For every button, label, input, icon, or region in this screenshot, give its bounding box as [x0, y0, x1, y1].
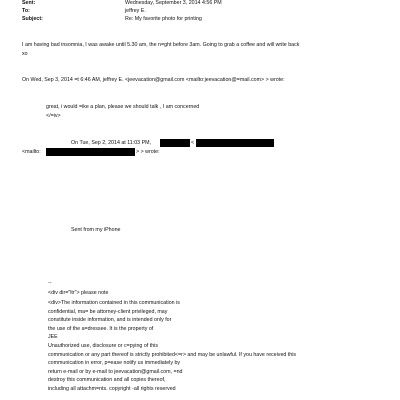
disclaimer-line: destroy this communication and all copies thereof, [48, 377, 166, 384]
disclaimer-line: JEE [48, 334, 58, 341]
subject-value: Re: My favorite photo for printing [125, 16, 202, 22]
quote1-intro: On Wed, Sep 3, 2014 =t 6:46 AM, jeffrey E. <jeevacation@gmail.com <mailto:jeevacation@=mail.com> > wrote: [22, 77, 285, 83]
reply-line-2: xo [22, 51, 28, 57]
to-value: jeffrey E. [125, 8, 146, 14]
div-line: <div dir="ltr"> please note [48, 290, 109, 296]
disclaimer-line: constitute inside information, and is intended only for [48, 317, 172, 324]
sent-from-signature: Sent from my iPhone [71, 227, 121, 233]
disclaimer-line: confidential, ma= be attorney-client privileged, may [48, 308, 168, 315]
quote1-line-1: great, i would =ike a plan, please we should talk , I am concerned [46, 104, 200, 110]
quote2-wrote: > > wrote: [136, 149, 160, 155]
to-label: To: [22, 8, 30, 14]
quote2-intro-lt: < [191, 140, 195, 146]
quote2-mailto: <mailto: [22, 149, 41, 155]
disclaimer-line: communication in error, p=ease notify us immediately by [48, 360, 181, 367]
disclaimer-line: the use of the a=dressee. It is the property of [48, 325, 154, 332]
sent-value: Wednesday, September 3, 2014 4:56 PM [125, 0, 222, 6]
disclaimer-line: including all attachm=nts. copyright -all rights reserved [48, 385, 176, 392]
sent-label: Sent: [22, 0, 36, 6]
redaction-block [46, 148, 135, 156]
disclaimer-block [48, 299, 296, 394]
disclaimer-line: communication or any part thereof is strictly prohibited<=r> and may be unlawful. If you have received this [48, 351, 297, 358]
disclaimer-line: <div>The information contained in this communication is [48, 300, 180, 306]
dashes: -- [48, 280, 52, 286]
subject-label: Subject: [22, 16, 43, 22]
quote2-intro-start: On Tue, Sep 2, 2014 at 11:03 PM, [71, 140, 151, 146]
disclaimer-line: return e-mail or by e-mail to jeevacation@gmail.com, =nd [48, 368, 183, 375]
reply-line-1: I am having bad insomnia, I was awake until 5.30 am, the n=ght before 3am. Going to grab a coffee and will write back [22, 42, 300, 48]
redaction-block [160, 139, 190, 147]
redaction-block [196, 139, 274, 147]
disclaimer-line: Unauthorized use, disclosure or c=pying of this [48, 342, 158, 349]
quote1-line-2: </=iv> [46, 113, 61, 119]
